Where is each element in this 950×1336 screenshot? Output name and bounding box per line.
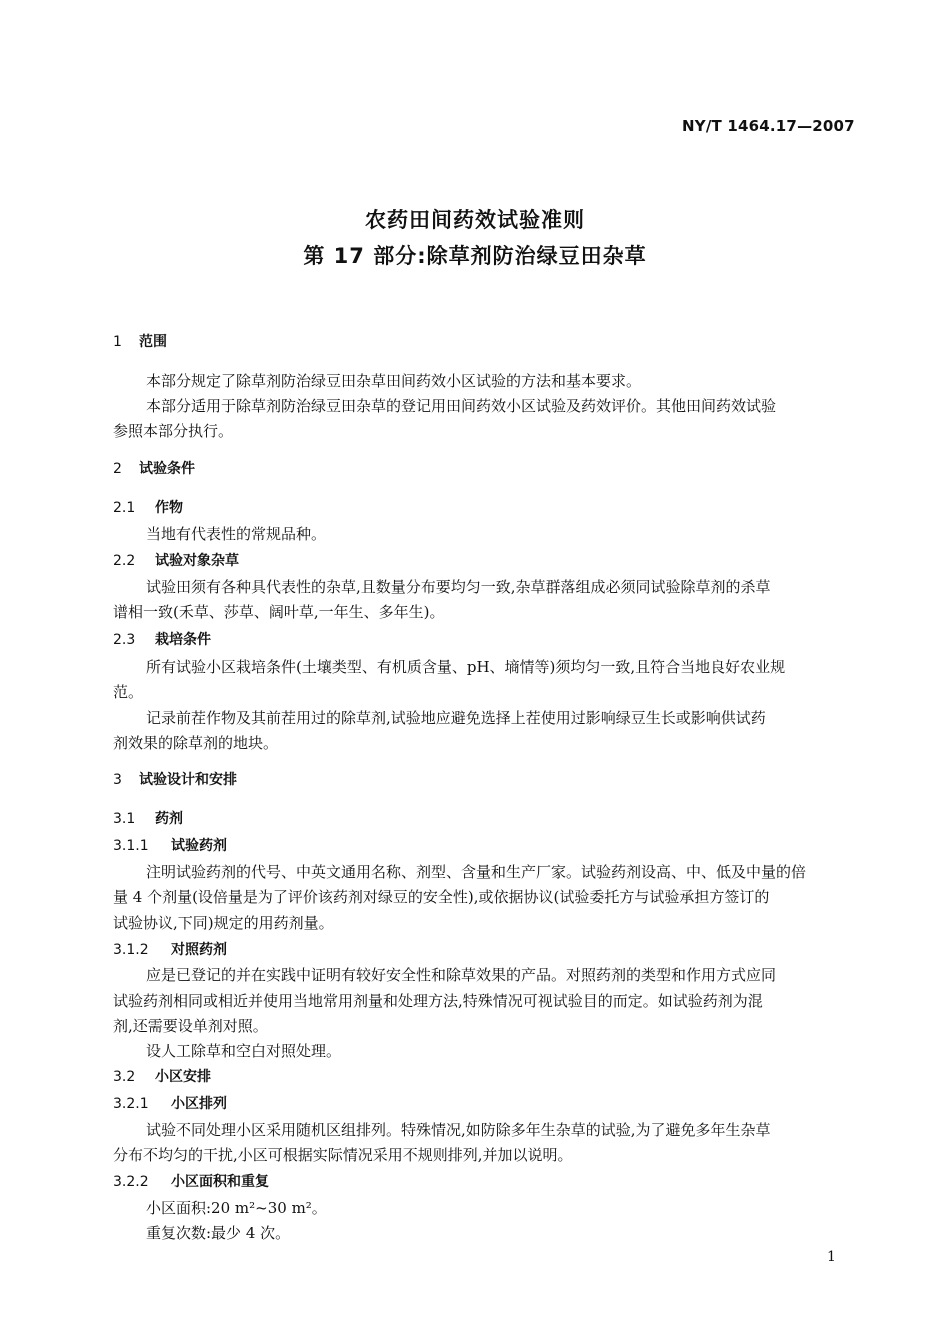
- paragraph: 应是已登记的并在实践中证明有较好安全性和除草效果的产品。对照药剂的类型和作用方式应同: [146, 966, 777, 984]
- section-number: 3.1.2: [113, 942, 149, 958]
- section-number: 2.3: [113, 632, 136, 648]
- document-subtitle: 第 17 部分:除草剂防治绿豆田杂草: [303, 244, 647, 268]
- section-heading-2-3: [113, 629, 211, 649]
- section-title: 对照药剂: [171, 942, 227, 958]
- section-heading-2: [113, 458, 195, 478]
- section-heading-3-2-1: [113, 1093, 227, 1113]
- section-title: 试验条件: [139, 461, 195, 477]
- section-title: 小区面积和重复: [171, 1174, 269, 1190]
- paragraph-continuation: 谱相一致(禾草、莎草、阔叶草,一年生、多年生)。: [113, 603, 445, 621]
- section-number: 2.2: [113, 553, 136, 569]
- paragraph: 本部分适用于除草剂防治绿豆田杂草的登记用田间药效小区试验及药效评价。其他田间药效试验: [146, 397, 777, 415]
- paragraph-continuation: 试验协议,下同)规定的用药剂量。: [113, 914, 334, 932]
- section-title: 小区安排: [155, 1069, 211, 1085]
- section-title: 试验设计和安排: [139, 772, 237, 788]
- section-number: 2: [113, 461, 122, 477]
- section-title: 试验药剂: [171, 838, 227, 854]
- paragraph: 记录前茬作物及其前茬用过的除草剂,试验地应避免选择上茬使用过影响绿豆生长或影响供试药: [146, 709, 766, 727]
- paragraph: 本部分规定了除草剂防治绿豆田杂草田间药效小区试验的方法和基本要求。: [146, 372, 642, 390]
- paragraph-continuation: 范。: [113, 683, 144, 701]
- section-heading-3-2-2: [113, 1171, 269, 1191]
- section-title: 范围: [139, 334, 167, 350]
- section-heading-3-2: [113, 1066, 211, 1086]
- paragraph: 试验田须有各种具代表性的杂草,且数量分布要均匀一致,杂草群落组成必须同试验除草剂的杀草: [146, 578, 771, 596]
- paragraph-continuation: 试验药剂相同或相近并使用当地常用剂量和处理方法,特殊情况可视试验目的而定。如试验药剂为混: [113, 992, 763, 1010]
- paragraph-continuation: 量 4 个剂量(设倍量是为了评价该药剂对绿豆的安全性),或依据协议(试验委托方与试验承担方签订的: [113, 888, 770, 906]
- document-title: 农药田间药效试验准则: [365, 208, 585, 232]
- section-heading-3-1-2: [113, 939, 227, 959]
- paragraph-continuation: 剂效果的除草剂的地块。: [113, 734, 279, 752]
- section-title: 试验对象杂草: [155, 553, 239, 569]
- paragraph: 设人工除草和空白对照处理。: [146, 1042, 342, 1060]
- section-number: 3.1.1: [113, 838, 149, 854]
- paragraph: 注明试验药剂的代号、中英文通用名称、剂型、含量和生产厂家。试验药剂设高、中、低及中量的倍: [146, 863, 807, 881]
- paragraph-continuation: 分布不均匀的干扰,小区可根据实际情况采用不规则排列,并加以说明。: [113, 1146, 573, 1164]
- paragraph: 重复次数:最少 4 次。: [146, 1224, 291, 1242]
- paragraph-continuation: 参照本部分执行。: [113, 422, 234, 440]
- section-number: 3.1: [113, 811, 136, 827]
- standard-code: NY/T 1464.17—2007: [682, 117, 855, 135]
- section-title: 栽培条件: [155, 632, 211, 648]
- section-number: 1: [113, 334, 122, 350]
- paragraph: 小区面积:20 m²~30 m²。: [146, 1199, 327, 1217]
- section-number: 3.2: [113, 1069, 136, 1085]
- paragraph: 当地有代表性的常规品种。: [146, 525, 327, 543]
- section-number: 3.2.2: [113, 1174, 149, 1190]
- section-heading-3: [113, 769, 237, 789]
- section-heading-2-1: [113, 497, 183, 517]
- paragraph-continuation: 剂,还需要设单剂对照。: [113, 1017, 268, 1035]
- section-heading-2-2: [113, 550, 239, 570]
- section-heading-1: [113, 331, 167, 351]
- section-heading-3-1: [113, 808, 183, 828]
- section-title: 小区排列: [171, 1096, 227, 1112]
- paragraph: 试验不同处理小区采用随机区组排列。特殊情况,如防除多年生杂草的试验,为了避免多年生杂草: [146, 1121, 771, 1139]
- section-number: 3: [113, 772, 122, 788]
- page-number: 1: [827, 1249, 836, 1265]
- section-number: 2.1: [113, 500, 136, 516]
- section-heading-3-1-1: [113, 835, 227, 855]
- section-title: 作物: [155, 500, 183, 516]
- paragraph: 所有试验小区栽培条件(土壤类型、有机质含量、pH、墒情等)须均匀一致,且符合当地良好农业规: [146, 658, 786, 676]
- section-number: 3.2.1: [113, 1096, 149, 1112]
- section-title: 药剂: [155, 811, 183, 827]
